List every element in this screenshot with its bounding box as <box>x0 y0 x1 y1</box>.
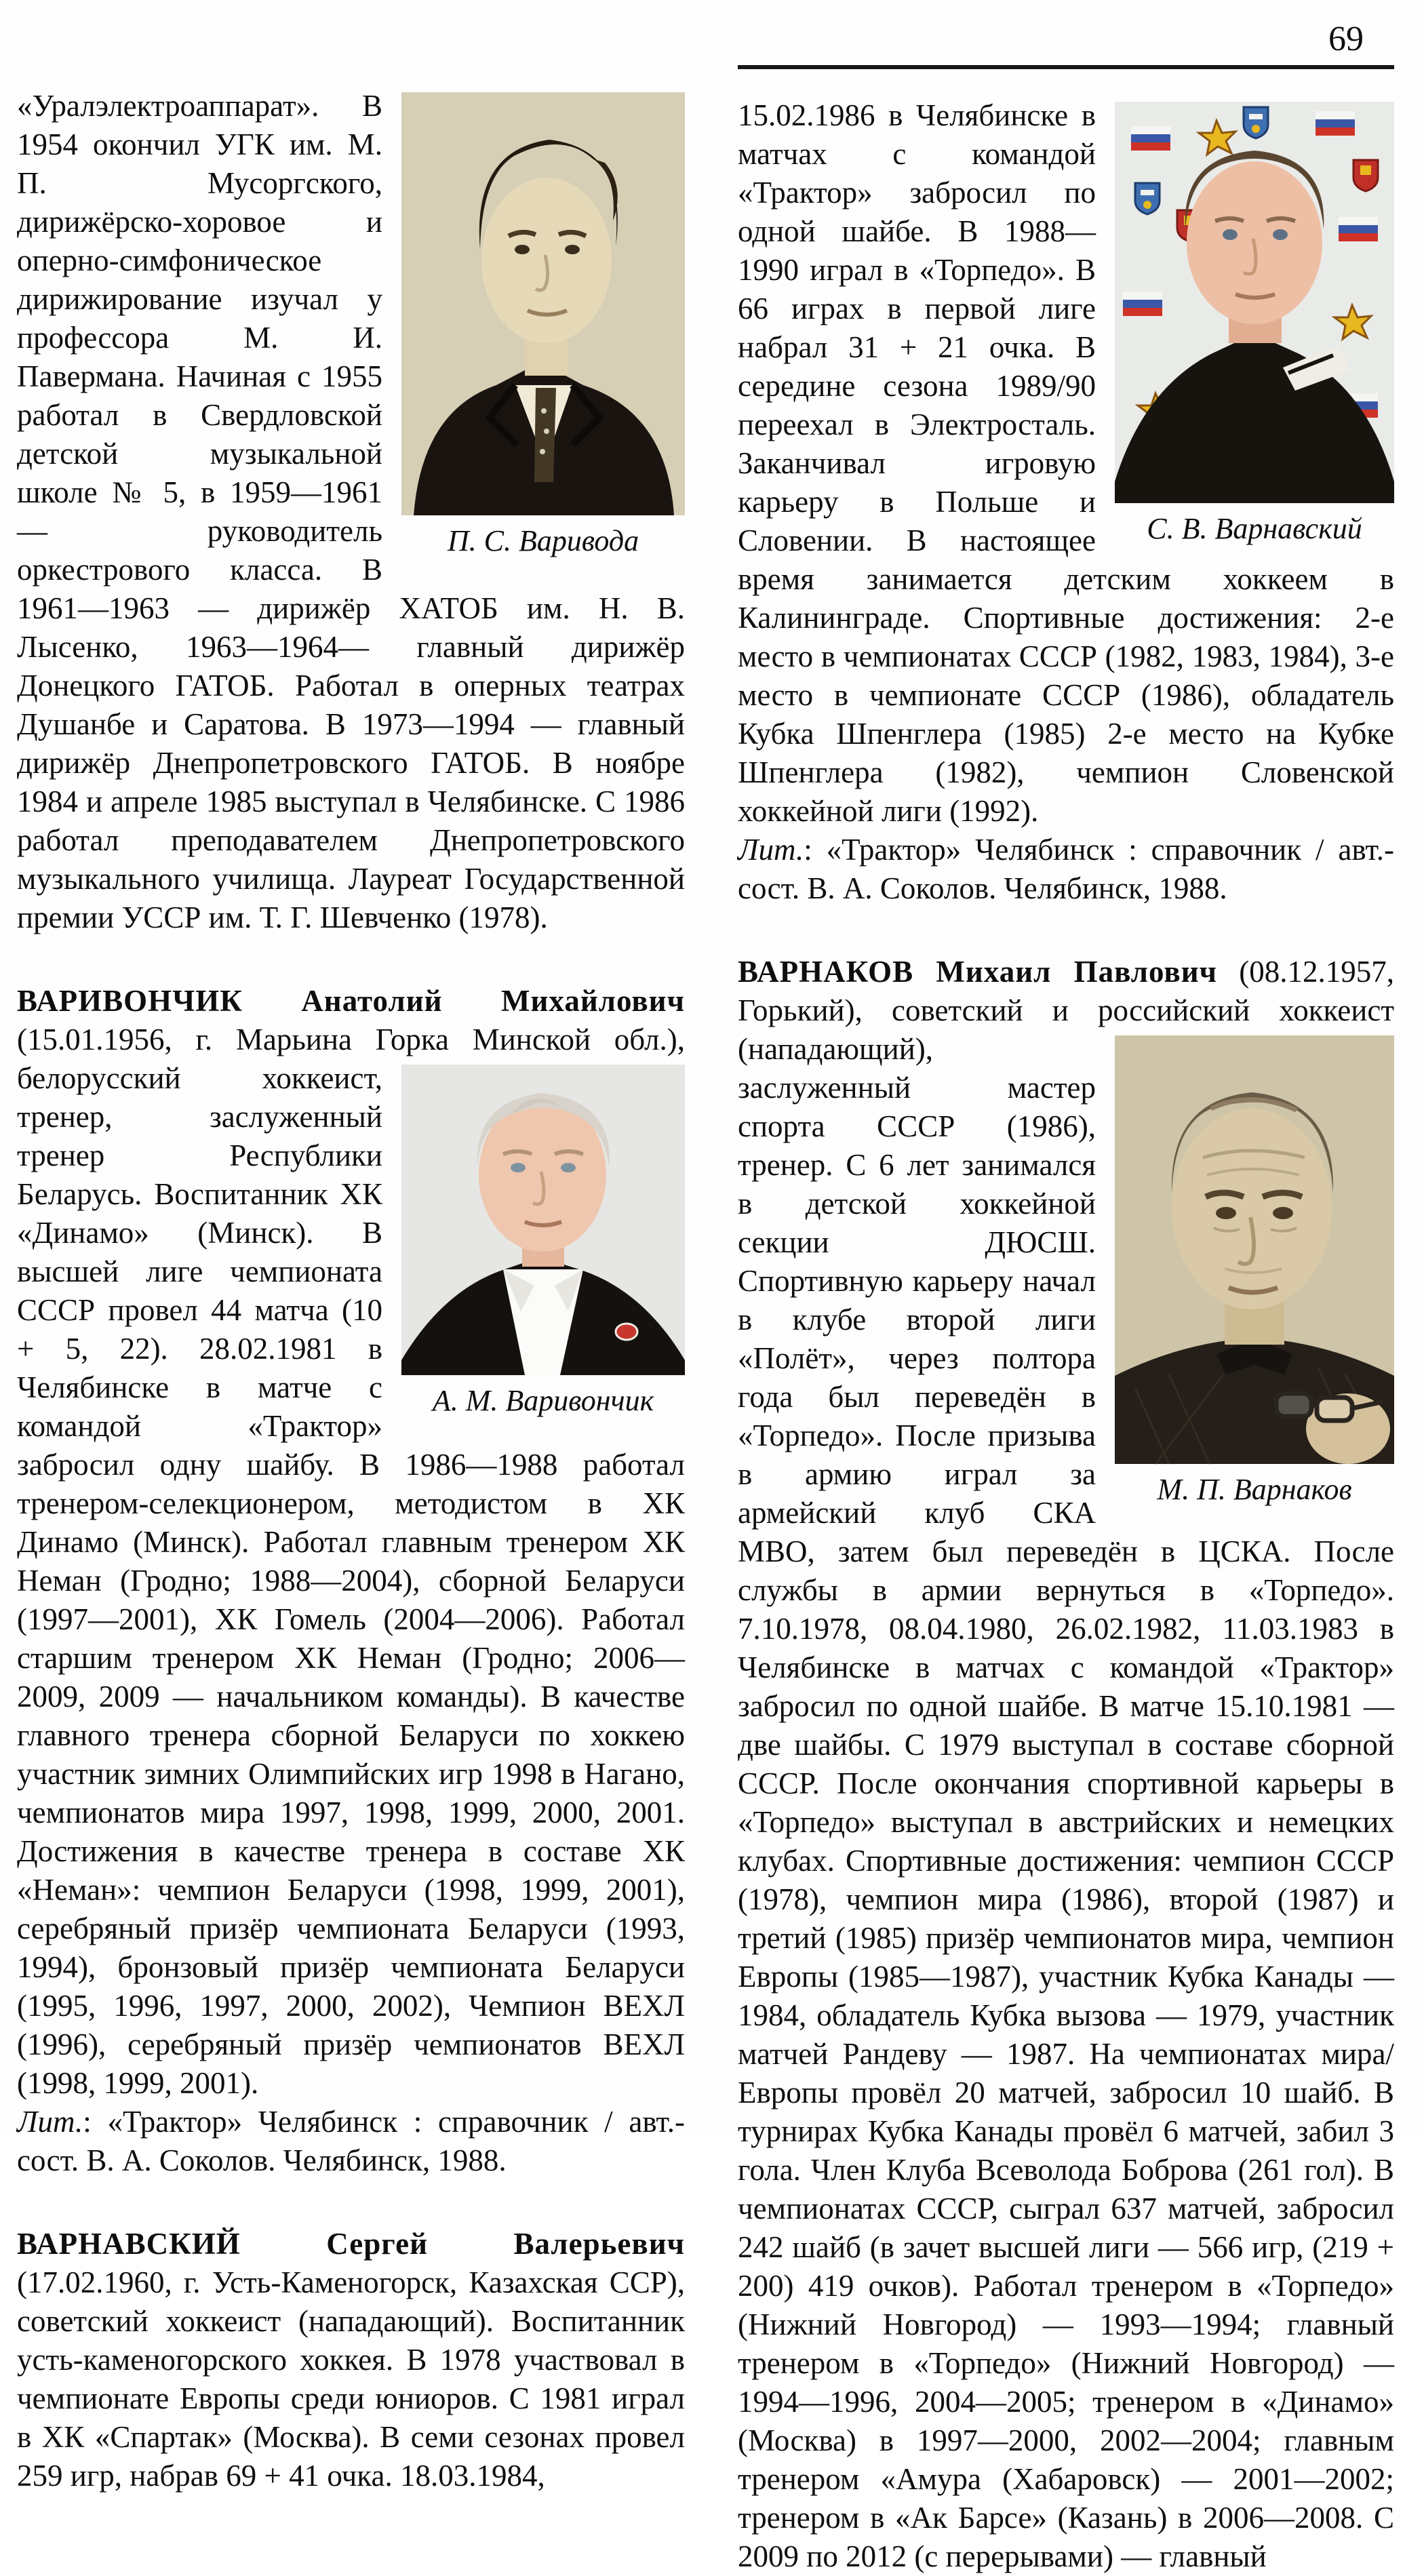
figure-varnavsky <box>1115 102 1394 547</box>
right-column <box>738 20 1394 2576</box>
entry-varivonchik <box>17 982 685 2103</box>
left-column <box>17 87 685 2495</box>
varnavsky-continuation-text: 15.02.1986 в Челябинске в матчах с командой «Трактор» забросил по одной шайбе. В 1988—1990 играл в «Торпедо». В 66 играх в первой лиге набрал 31 + 21 очка. В середине сезона 1989/90 переехал в Электросталь. Заканчивал игровую карьеру в Польше и Словении. В настоящее время занимается детским хоккеем в Калининграде. Спортивные достижения: 2-е место в чемпионатах СССР (1982, 1983, 1984), 3-е место в чемпионате СССР (1986), обладатель Кубка Шпенглера (1985) 2-е место на Кубке Шпенглера (1982), чемпион Словенской хоккейной лиги (1992). <box>738 98 1394 828</box>
entry-varivonchik-body: белорусский хоккеист, тренер, заслуженный тренер Республики Беларусь. Воспитанник ХК «Динамо» (Минск). В высшей лиге чемпионата СССР провел 44 матча (10 + 5, 22). 28.02.1981 в Челябинске в матче с командой «Трактор» забросил одну шайбу. В 1986—1988 работал тренером-селекционером, методистом в ХК Динамо (Минск). Работал главным тренером ХК Неман (Гродно; 1988—2004), сборной Беларуси (1997—2001), ХК Гомель (2004—2006). Работал старшим тренером ХК Неман (Гродно; 2006—2009, 2009 — начальником команды). В качестве главного тренера сборной Беларуси по хоккею участник зимних Олимпийских игр 1998 в Нагано, чемпионатов мира 1997, 1998, 1999, 2000, 2001. Достижения в качестве тренера в составе ХК «Неман»: чемпион Беларуси (1998, 1999, 2001), серебряный призёр чемпионата Беларуси (1993, 1994), бронзовый призёр чемпионата Беларуси (1995, 1996, 1997, 2000, 2002), Чемпион ВЕХЛ (1996), серебряный призёр чемпионатов ВЕХЛ (1998, 1999, 2001). <box>17 1061 685 2100</box>
varnakov-caption: М. П. Варнаков <box>1157 1473 1352 1506</box>
header-rule <box>738 65 1394 69</box>
lit-label: Лит. <box>738 833 804 867</box>
page-header <box>738 20 1394 58</box>
entry-varnavsky <box>17 2225 685 2495</box>
varnavsky-photo <box>1115 102 1394 503</box>
figure-varnakov <box>1115 1035 1394 1507</box>
lit-text: : «Трактор» Челябинск : справочник / авт.-сост. В. А. Соколов. Челябинск, 1988. <box>17 2105 685 2177</box>
entry-varnakov <box>738 953 1394 2576</box>
varnavsky-caption: С. В. Варнавский <box>1147 512 1362 545</box>
entry-varivonchik-intro: (15.01.1956, г. Марьина Горка Минской обл.), <box>17 1023 685 1056</box>
figure-varivonchik <box>401 1065 685 1419</box>
varivoda-caption: П. С. Варивода <box>447 524 639 557</box>
varnakov-photo <box>1115 1035 1394 1464</box>
entry-varnakov-heading: ВАРНАКОВ Михаил Павлович <box>738 955 1218 989</box>
figure-varivoda <box>401 92 685 559</box>
varivonchik-literature <box>17 2103 685 2180</box>
varnavsky-literature <box>738 831 1394 908</box>
page-number: 69 <box>1328 20 1364 58</box>
varivonchik-caption: А. М. Варивончик <box>432 1384 654 1417</box>
entry-varnakov-body: заслуженный мастер спорта СССР (1986), тренер. С 6 лет занимался в детской хоккейной секции ДЮСШ. Спортивную карьеру начал в клубе второй лиги «Полёт», через полтора года был переведён в «Торпедо». После призыва в армию играл за армейский клуб СКА МВО, затем был переведён в ЦСКА. После службы в армии вернуться в «Торпедо». 7.10.1978, 08.04.1980, 26.02.1982, 11.03.1983 в Челябинске в матчах с командой «Трактор» забросил по одной шайбе. В матче 15.10.1981 — две шайбы. С 1979 выступал в составе сборной СССР. После окончания спортивной карьеры в «Торпедо» выступал в австрийских и немецких клубах. Спортивные достижения: чемпион СССР (1978), чемпион мира (1986), второй (1987) и третий (1985) призёр чемпионатов мира, чемпион Европы (1985—1987), участник Кубка Канады — 1984, обладатель Кубка вызова — 1979, участник матчей Рандеву — 1987. На чемпионатах мира/Европы провёл 20 матчей, забросил 10 шайб. В турнирах Кубка Канады провёл 6 матчей, забил 3 гола. Член Клуба Всеволода Боброва (261 гол). В чемпионатах СССР, сыграл 637 матчей, забросил 242 шайб (в зачет высшей лиги — 566 игр, (219 + 200) 419 очков). Работал тренером в «Торпедо» (Нижний Новгород) — 1993—1994; главный тренером в «Торпедо» (Нижний Новгород) — 1994—1996, 2004—2005; тренером в «Динамо» (Москва) в 1997—2000, 2002—2004; главным тренером «Амура (Хабаровск) — 2001—2002; тренером в «Ак Барсе» (Казань) в 2006—2008. С 2009 по 2012 (с перерывами) — главный <box>738 1071 1394 2573</box>
lit-text: : «Трактор» Челябинск : справочник / авт.-сост. В. А. Соколов. Челябинск, 1988. <box>738 833 1394 905</box>
paragraph-varivoda-continuation <box>17 87 685 937</box>
varivonchik-photo <box>401 1065 685 1375</box>
entry-varnavsky-heading: ВАРНАВСКИЙ Сергей Валерьевич <box>17 2227 685 2261</box>
lit-label: Лит. <box>17 2105 83 2139</box>
varivoda-photo <box>401 92 685 515</box>
paragraph-varnavsky-continuation <box>738 96 1394 831</box>
entry-varnakov-intro: (08.12.1957, Горький), советский и российский хоккеист (нападающий), <box>738 955 1394 1066</box>
entry-varivonchik-heading: ВАРИВОНЧИК Анатолий Михайлович <box>17 984 685 1018</box>
varivoda-continuation-text: «Уралэлектроаппарат». В 1954 окончил УГК им. М. П. Мусоргского, дирижёрско-хоровое и оперно-симфоническое дирижирование изучал у профессора М. И. Павермана. Начиная с 1955 работал в Свердловской детской музыкальной школе № 5, в 1959—1961 — руководитель оркестрового класса. В 1961—1963 — дирижёр ХАТОБ им. Н. В. Лысенко, 1963—1964— главный дирижёр Донецкого ГАТОБ. Работал в оперных театрах Душанбе и Саратова. В 1973—1994 — главный дирижёр Днепропетровского ГАТОБ. В ноябре 1984 и апреле 1985 выступал в Челябинске. С 1986 работал преподавателем Днепропетровского музыкального училища. Лауреат Государственной премии УССР им. Т. Г. Шевченко (1978). <box>17 89 685 934</box>
entry-varnavsky-body: (17.02.1960, г. Усть-Каменогорск, Казахская ССР), советский хоккеист (нападающий). Воспитанник усть-каменогорского хоккея. В 1978 участвовал в чемпионате Европы среди юниоров. С 1981 играл в ХК «Спартак» (Москва). В семи сезонах провел 259 игр, набрав 69 + 41 очка. 18.03.1984, <box>17 2265 685 2493</box>
